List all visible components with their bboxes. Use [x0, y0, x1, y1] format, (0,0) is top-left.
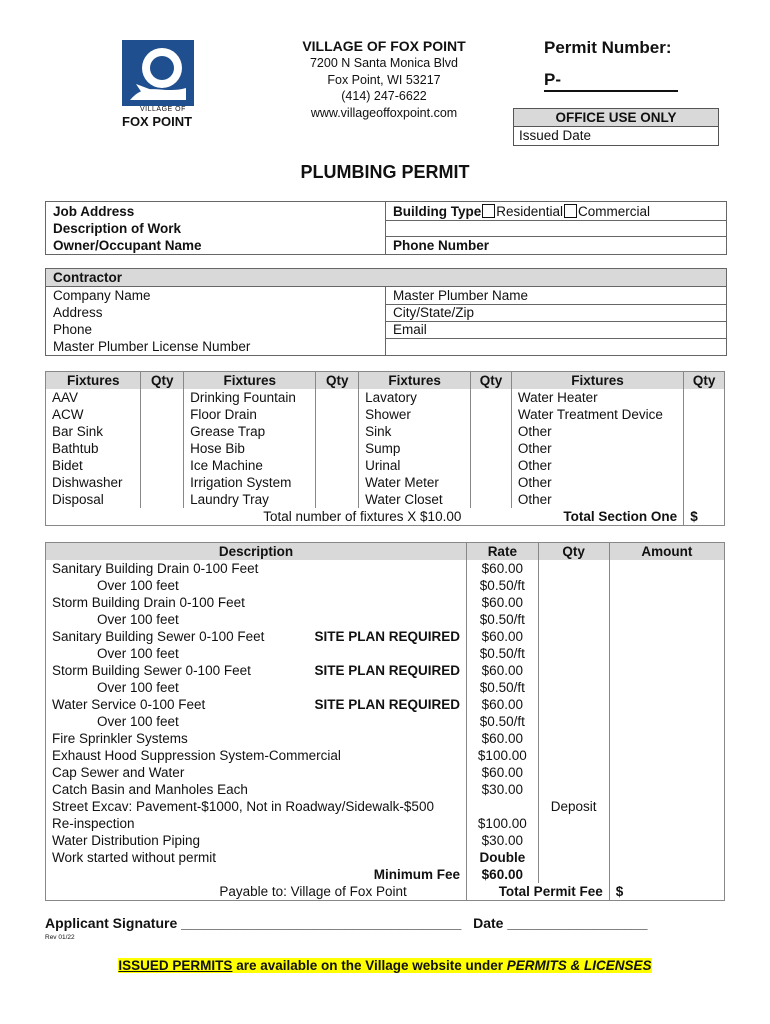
fee-row — [46, 594, 725, 611]
notice-highlight — [118, 958, 651, 973]
fee-description — [46, 815, 467, 832]
fixture-name: Other — [511, 457, 683, 474]
fixture-name: Hose Bib — [184, 440, 316, 457]
fixture-qty-field[interactable] — [316, 474, 359, 491]
fixture-name: Sink — [359, 423, 471, 440]
divider — [385, 321, 726, 322]
permit-number-field[interactable]: P- — [544, 70, 678, 92]
fee-amount-field[interactable] — [609, 628, 724, 645]
fee-description — [46, 764, 467, 781]
fixture-name: Irrigation System — [184, 474, 316, 491]
fee-description — [46, 730, 467, 747]
fee-rate: Double — [467, 849, 539, 866]
fee-qty-field[interactable] — [538, 713, 609, 730]
site-plan-required-note: SITE PLAN REQUIRED — [314, 629, 461, 644]
fixtures-header-row — [46, 372, 725, 390]
fees-body — [46, 560, 725, 866]
fee-description — [46, 849, 467, 866]
fee-description — [46, 696, 467, 713]
fixtures-total-row — [46, 508, 725, 526]
fixture-qty-field[interactable] — [141, 389, 184, 406]
fees-table — [45, 542, 725, 901]
building-info — [393, 203, 650, 254]
fixtures-row — [46, 406, 725, 423]
fixture-qty-field[interactable] — [471, 474, 512, 491]
fixture-qty-field[interactable] — [316, 406, 359, 423]
fixture-name: Bathtub — [46, 440, 141, 457]
fee-description — [46, 645, 467, 662]
fee-qty-field[interactable] — [538, 645, 609, 662]
fee-description-text: Over 100 feet — [97, 714, 179, 729]
divider — [385, 304, 726, 305]
fee-description-text: Over 100 feet — [97, 680, 179, 695]
fixtures-col-header: Fixtures — [184, 372, 316, 390]
website-notice — [0, 958, 770, 973]
fee-description — [46, 713, 467, 730]
date-field[interactable]: Date __________________ — [473, 915, 648, 931]
fee-description-text: Exhaust Hood Suppression System-Commercial — [52, 748, 341, 763]
fee-rate: $100.00 — [467, 747, 539, 764]
fee-qty-field[interactable] — [538, 628, 609, 645]
issued-date-field[interactable]: Issued Date — [519, 128, 592, 143]
fee-description-text: Re-inspection — [52, 816, 135, 831]
fee-description — [46, 594, 467, 611]
fee-rate: $0.50/ft — [467, 611, 539, 628]
fixture-name: Drinking Fountain — [184, 389, 316, 406]
fixture-name: Other — [511, 474, 683, 491]
logo-text-small: VILLAGE OF — [140, 106, 186, 113]
fee-rate: $100.00 — [467, 815, 539, 832]
fixture-name: Shower — [359, 406, 471, 423]
fee-row — [46, 832, 725, 849]
fee-description-text: Cap Sewer and Water — [52, 765, 185, 780]
fixture-qty-field[interactable] — [316, 440, 359, 457]
fee-description-text: Over 100 feet — [97, 646, 179, 661]
fee-amount-field[interactable] — [609, 798, 724, 815]
contractor-phone-field[interactable]: Phone — [53, 322, 93, 337]
fee-description-text: Water Service 0-100 Feet — [52, 697, 206, 712]
qty-col-header: Qty — [471, 372, 512, 390]
fee-amount-field[interactable] — [609, 747, 724, 764]
fee-qty-field[interactable] — [538, 611, 609, 628]
site-plan-required-note: SITE PLAN REQUIRED — [314, 663, 461, 678]
fee-row — [46, 730, 725, 747]
fee-qty-field[interactable] — [538, 832, 609, 849]
empty-cell[interactable] — [538, 866, 609, 883]
fixture-name: AAV — [46, 389, 141, 406]
fixture-qty-field[interactable] — [471, 440, 512, 457]
address-website: www.villageoffoxpoint.com — [310, 105, 458, 120]
payable-to: Payable to: Village of Fox Point — [46, 883, 467, 901]
description-header: Description — [46, 543, 467, 561]
minimum-fee-value: $60.00 — [467, 866, 539, 883]
fee-rate: $30.00 — [467, 832, 539, 849]
fee-description — [46, 628, 467, 645]
fee-amount-field[interactable] — [609, 832, 724, 849]
master-plumber-name-field[interactable]: Master Plumber Name — [393, 288, 529, 303]
fee-amount-field[interactable] — [609, 730, 724, 747]
fee-amount-field[interactable] — [609, 662, 724, 679]
fee-amount-field[interactable] — [609, 594, 724, 611]
fees-header-row — [46, 543, 725, 561]
fixture-qty-field[interactable] — [684, 474, 725, 491]
fee-qty-field[interactable] — [538, 764, 609, 781]
fee-rate: $0.50/ft — [467, 679, 539, 696]
fee-description — [46, 679, 467, 696]
address-line: 7200 N Santa Monica Blvd — [309, 56, 458, 70]
fee-qty-field[interactable] — [538, 560, 609, 577]
address-phone: (414) 247-6622 — [341, 89, 427, 103]
fixture-qty-field[interactable] — [684, 389, 725, 406]
fee-amount-field[interactable] — [609, 611, 724, 628]
commercial-label: Commercial — [578, 204, 651, 219]
residential-label: Residential — [496, 204, 564, 219]
fee-description — [46, 577, 467, 594]
fixtures-col-header: Fixtures — [511, 372, 683, 390]
site-plan-required-note: SITE PLAN REQUIRED — [314, 697, 461, 712]
fixture-qty-field[interactable] — [471, 457, 512, 474]
building-type-row — [393, 203, 650, 220]
fee-description — [46, 560, 467, 577]
fee-qty-field[interactable]: Deposit — [538, 798, 609, 815]
fixture-qty-field[interactable] — [684, 423, 725, 440]
minimum-fee-label: Minimum Fee — [46, 866, 467, 883]
contractor-header — [46, 269, 726, 287]
residential-checkbox[interactable] — [482, 204, 495, 218]
fee-description — [46, 662, 467, 679]
fixtures-table — [45, 371, 725, 526]
fixtures-total-text: Total number of fixtures X $10.00 — [263, 509, 462, 524]
fixtures-row — [46, 389, 725, 406]
fee-rate — [467, 798, 539, 815]
amount-header: Amount — [609, 543, 724, 561]
qty-col-header: Qty — [684, 372, 725, 390]
fixture-name: Water Heater — [511, 389, 683, 406]
fixture-name: Water Meter — [359, 474, 471, 491]
office-use-box — [513, 108, 719, 146]
building-type-label: Building Type — [393, 204, 482, 219]
fee-description-text: Storm Building Drain 0-100 Feet — [52, 595, 245, 610]
job-address-field[interactable]: Job Address — [53, 204, 135, 219]
fixture-qty-field[interactable] — [141, 457, 184, 474]
fee-amount-field[interactable] — [609, 560, 724, 577]
company-name-field[interactable]: Company Name — [53, 288, 151, 303]
commercial-checkbox[interactable] — [564, 204, 577, 218]
fee-amount-field[interactable] — [609, 781, 724, 798]
qty-col-header: Qty — [141, 372, 184, 390]
fee-qty-field[interactable] — [538, 662, 609, 679]
fee-row — [46, 713, 725, 730]
fee-amount-field[interactable] — [609, 764, 724, 781]
village-name: VILLAGE OF FOX POINT — [302, 38, 466, 54]
fixture-qty-field[interactable] — [471, 423, 512, 440]
fee-amount-field[interactable] — [609, 577, 724, 594]
spacer — [393, 220, 650, 237]
fee-qty-field[interactable] — [538, 696, 609, 713]
contractor-left-fields — [53, 287, 250, 355]
fixture-name: Other — [511, 440, 683, 457]
fee-row — [46, 815, 725, 832]
issued-permits-text: ISSUED PERMITS — [118, 958, 233, 973]
fee-rate: $60.00 — [467, 696, 539, 713]
fixture-qty-field[interactable] — [471, 389, 512, 406]
qty-col-header: Qty — [316, 372, 359, 390]
village-address — [294, 55, 474, 121]
fee-rate: $60.00 — [467, 560, 539, 577]
fixture-name: Ice Machine — [184, 457, 316, 474]
fixture-name: Urinal — [359, 457, 471, 474]
fee-row — [46, 849, 725, 866]
total-section-one-label: Total Section One — [511, 508, 683, 526]
fee-qty-field[interactable] — [538, 730, 609, 747]
fee-description-text: Street Excav: Pavement-$1000, Not in Roadway/Sidewalk-$500 — [52, 799, 434, 814]
fixture-qty-field[interactable] — [471, 491, 512, 508]
office-use-header: OFFICE USE ONLY — [514, 109, 718, 127]
address-line: Fox Point, WI 53217 — [327, 72, 441, 87]
fee-description — [46, 798, 467, 815]
fee-row — [46, 577, 725, 594]
fee-qty-field[interactable] — [538, 594, 609, 611]
fee-rate: $0.50/ft — [467, 645, 539, 662]
fee-row — [46, 781, 725, 798]
fee-description-text: Sanitary Building Drain 0-100 Feet — [52, 561, 259, 576]
fixture-name: Sump — [359, 440, 471, 457]
fixture-qty-field[interactable] — [141, 423, 184, 440]
contractor-right-fields — [393, 287, 528, 338]
fee-row — [46, 798, 725, 815]
owner-name-field[interactable]: Owner/Occupant Name — [53, 238, 202, 253]
fee-description — [46, 832, 467, 849]
fee-description-text: Storm Building Sewer 0-100 Feet — [52, 663, 251, 678]
fixture-name: Other — [511, 491, 683, 508]
fixture-qty-field[interactable] — [684, 440, 725, 457]
license-number-field[interactable]: Master Plumber License Number — [53, 339, 251, 354]
fee-rate: $60.00 — [467, 594, 539, 611]
fixture-qty-field[interactable] — [141, 491, 184, 508]
fixtures-row — [46, 474, 725, 491]
fixture-qty-field[interactable] — [684, 457, 725, 474]
fee-row — [46, 611, 725, 628]
total-permit-row — [46, 883, 725, 901]
phone-number-field[interactable]: Phone Number — [393, 238, 490, 253]
fee-amount-field[interactable] — [609, 679, 724, 696]
fee-description — [46, 611, 467, 628]
city-state-zip-field[interactable]: City/State/Zip — [393, 305, 475, 320]
fee-row — [46, 679, 725, 696]
permits-licenses-link[interactable]: PERMITS & LICENSES — [506, 958, 652, 973]
contractor-title: Contractor — [53, 270, 123, 285]
rate-header: Rate — [467, 543, 539, 561]
fee-amount-field[interactable] — [609, 815, 724, 832]
total-permit-fee-field[interactable]: $ — [615, 884, 624, 899]
fixture-name: Bar Sink — [46, 423, 141, 440]
fee-amount-field[interactable] — [609, 849, 724, 866]
job-info-labels — [53, 203, 202, 254]
fee-row — [46, 696, 725, 713]
contractor-address-field[interactable]: Address — [53, 305, 103, 320]
fee-row — [46, 662, 725, 679]
fee-rate: $0.50/ft — [467, 577, 539, 594]
fixture-qty-field[interactable] — [316, 457, 359, 474]
signature-line — [45, 915, 648, 931]
fixtures-row — [46, 457, 725, 474]
job-info-section — [45, 201, 727, 255]
fee-row — [46, 747, 725, 764]
fee-description-text: Fire Sprinkler Systems — [52, 731, 188, 746]
fixture-name: Bidet — [46, 457, 141, 474]
page-title: PLUMBING PERMIT — [300, 162, 470, 182]
fee-description-text: Over 100 feet — [97, 612, 179, 627]
permit-number-label: Permit Number: — [544, 38, 672, 57]
fixtures-body — [46, 389, 725, 508]
contractor-section — [45, 268, 727, 356]
fixtures-col-header: Fixtures — [46, 372, 141, 390]
fixture-name: Dishwasher — [46, 474, 141, 491]
fee-amount-field[interactable] — [609, 645, 724, 662]
fee-rate: $60.00 — [467, 764, 539, 781]
fixture-name: Water Closet — [359, 491, 471, 508]
fee-qty-field[interactable] — [538, 747, 609, 764]
fixture-name: Grease Trap — [184, 423, 316, 440]
divider — [385, 202, 386, 254]
fixture-qty-field[interactable] — [684, 406, 725, 423]
fixtures-row — [46, 440, 725, 457]
divider — [385, 338, 726, 339]
fee-qty-field[interactable] — [538, 679, 609, 696]
fee-row — [46, 628, 725, 645]
fee-description-text: Water Distribution Piping — [52, 833, 201, 848]
fixtures-col-header: Fixtures — [359, 372, 471, 390]
fee-row — [46, 645, 725, 662]
fixture-name: Water Treatment Device — [511, 406, 683, 423]
email-field[interactable]: Email — [393, 322, 427, 337]
fixtures-row — [46, 491, 725, 508]
fixture-qty-field[interactable] — [141, 440, 184, 457]
fee-rate: $60.00 — [467, 628, 539, 645]
fixture-qty-field[interactable] — [316, 491, 359, 508]
fixture-qty-field[interactable] — [141, 474, 184, 491]
revision-label: Rev 01/22 — [45, 934, 75, 941]
fee-row — [46, 764, 725, 781]
fee-qty-field[interactable] — [538, 815, 609, 832]
fixture-name: Disposal — [46, 491, 141, 508]
fee-amount-field[interactable] — [609, 713, 724, 730]
logo-text-big: FOX POINT — [122, 114, 193, 129]
fixtures-row — [46, 423, 725, 440]
fixture-name: Floor Drain — [184, 406, 316, 423]
qty-header: Qty — [538, 543, 609, 561]
applicant-signature-field[interactable]: Applicant Signature ____________________________________ — [45, 915, 462, 931]
fixture-qty-field[interactable] — [471, 406, 512, 423]
minimum-fee-row — [46, 866, 725, 883]
fixture-name: Other — [511, 423, 683, 440]
fee-description — [46, 747, 467, 764]
fixture-name: Laundry Tray — [184, 491, 316, 508]
fee-description-text: Over 100 feet — [97, 578, 179, 593]
total-section-one-field[interactable]: $ — [684, 508, 725, 526]
fee-qty-field[interactable] — [538, 577, 609, 594]
empty-cell[interactable] — [609, 866, 724, 883]
fee-rate: $60.00 — [467, 662, 539, 679]
description-of-work-field[interactable]: Description of Work — [53, 221, 182, 236]
total-permit-fee-label: Total Permit Fee — [467, 883, 610, 901]
fee-qty-field[interactable] — [538, 849, 609, 866]
fee-qty-field[interactable] — [538, 781, 609, 798]
fee-description-text: Sanitary Building Sewer 0-100 Feet — [52, 629, 265, 644]
fixture-name: Lavatory — [359, 389, 471, 406]
fee-description-text: Catch Basin and Manholes Each — [52, 782, 248, 797]
fee-description-text: Work started without permit — [52, 850, 217, 865]
fixture-qty-field[interactable] — [684, 491, 725, 508]
fee-row — [46, 560, 725, 577]
notice-middle: are available on the Village website under — [232, 958, 507, 973]
fixture-name: ACW — [46, 406, 141, 423]
fixture-qty-field[interactable] — [316, 423, 359, 440]
fee-rate: $30.00 — [467, 781, 539, 798]
fee-description — [46, 781, 467, 798]
fee-amount-field[interactable] — [609, 696, 724, 713]
fee-rate: $60.00 — [467, 730, 539, 747]
fee-rate: $0.50/ft — [467, 713, 539, 730]
fixture-qty-field[interactable] — [316, 389, 359, 406]
fixture-qty-field[interactable] — [141, 406, 184, 423]
